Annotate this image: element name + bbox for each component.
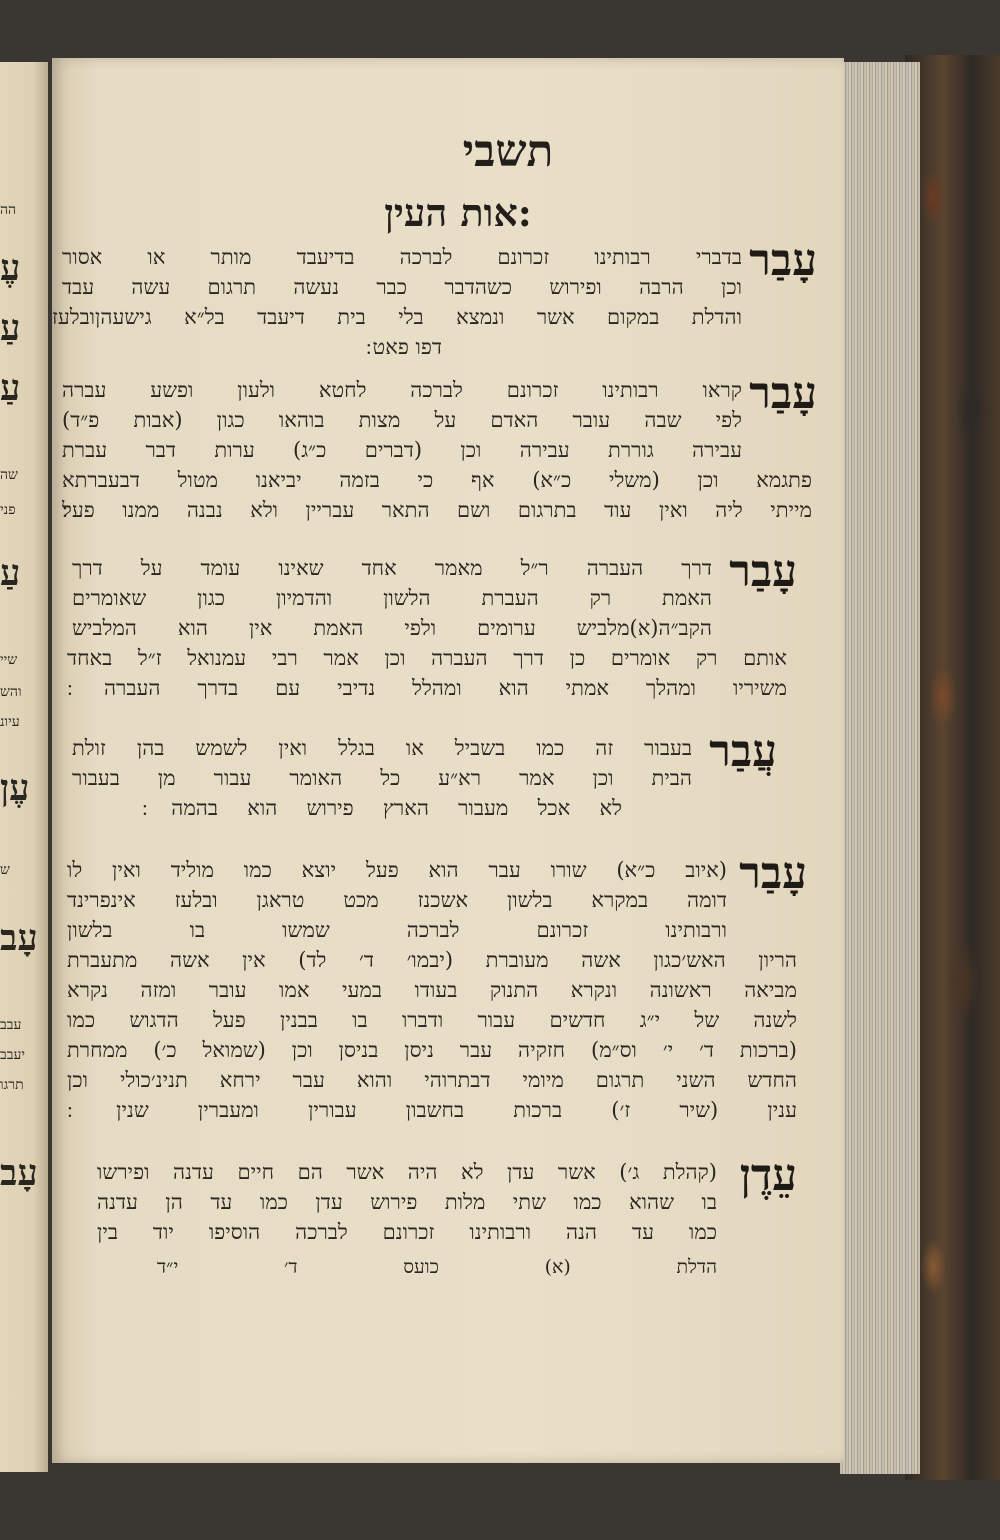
entry-line: מייתי ליה ואין עוד בתרגום ושם התאר עבריין ולא נבנה ממנו פעל׃ — [62, 498, 812, 522]
entry-line: דומה במקרא בלשון אשכנז מכט טראגן ובלעז אינפרינד — [67, 888, 727, 912]
left-fragment: הה — [0, 202, 17, 218]
left-fragment: פני — [0, 502, 16, 518]
entry-line: דרך העברה ר״ל מאמר אחד שאינו עומד על דרך — [72, 556, 712, 580]
left-fragment: תרגו — [0, 1077, 24, 1093]
entry-line: ענין (שיר ז׳) ברכות בחשבון עבורין ומעברין שנין ׃ — [67, 1098, 797, 1122]
book-page — [52, 58, 844, 1463]
entry-line: בו שהוא כמו שתי מלות פירוש עדן כמו עד הן עדנה — [97, 1190, 717, 1214]
dictionary-entry — [67, 848, 807, 1146]
entry-headword: עֵדֶן — [739, 1150, 797, 1201]
entry-line: קראו רבותינו זכרונם לברכה לחטא ולעון ופשע עברה — [62, 378, 742, 402]
entry-line: האמת רק העברת הלשון והדמיון כגון שאומרים — [72, 586, 712, 610]
entry-line: הדלת (א) כועס ד׳ י״ד — [157, 1256, 717, 1278]
dictionary-entry — [62, 368, 817, 536]
left-fragment: עֶ — [0, 247, 21, 289]
left-fragment: יעבב — [0, 1047, 26, 1063]
dictionary-entry — [67, 546, 797, 714]
left-fragment: שה — [0, 467, 18, 483]
entry-line: הריון האש׳כגון אשה מעוברת (יבמו׳ ד׳ לד) אין אשה מתעברת — [67, 948, 797, 972]
entry-line: פתגמא וכן (משלי כ״א) אף כי בזמה יביאנו מטול דבעברתא — [62, 468, 812, 492]
entry-line: בדברי רבותינו זכרונם לברכה בדיעבד מותר או אסור — [62, 245, 742, 269]
entry-line: דפו פאט ׃ — [365, 335, 442, 359]
entry-line: אותם רק אומרים כן דרך העברה וכן אמר רבי עמנואל ז״ל באחד — [67, 646, 787, 670]
entry-line: הקב״ה(א)מלביש ערומים ולפי האמת אין הוא המלביש — [72, 616, 712, 640]
left-fragment: עָב — [0, 917, 38, 959]
entry-headword: עָבַר — [739, 848, 807, 899]
dictionary-entry — [72, 726, 777, 834]
entry-line: בעבור זה כמו בשביל או בגלל ואין לשמש בהן זולת — [72, 736, 692, 760]
left-fragment: עַ — [0, 552, 21, 594]
entry-line: והדלת במקום אשר ונמצא בלי בית דיעבד בל״א גישעהןובלעז — [52, 305, 742, 329]
left-fragment: עבב — [0, 1017, 22, 1033]
entry-headword: עָבַר — [749, 235, 817, 286]
entry-line: (איוב כ״א) שורו עבר הוא פעל יוצא כמו מוליד ואין לו — [67, 858, 727, 882]
entry-line: לפי שבה עובר האדם על מצות בוהאו כגון (אבות פ״ד) — [62, 408, 742, 432]
entry-line: לא אכל מעבור הארץ פירוש הוא בהמה ׃ — [142, 796, 622, 820]
entry-headword: עָבַר — [729, 546, 797, 597]
left-fragment: עיונ — [0, 714, 20, 730]
entry-line: הבית וכן אמר רא״ע כל האומר עבור מן בעבור — [72, 766, 692, 790]
entry-line: ורבותינו זכרונם לברכה שמשו בו בלשון — [67, 918, 727, 942]
page-subtitle: אות העין: — [384, 190, 532, 235]
left-fragment: עַ — [0, 367, 21, 409]
entry-line: משיריו ומהלך אמתי הוא ומהלל נדיבי עם בדרך העברה ׃ — [67, 676, 787, 700]
entry-line: החדש השני תרגום מיומי דבתרוהי והוא עבר ירחא תנינ׳כולי וכן — [67, 1068, 797, 1092]
entry-headword: עָבַר — [749, 368, 817, 419]
left-facing-page — [0, 62, 48, 1472]
left-fragment: עֶן — [0, 767, 30, 809]
entry-headword: עֲבַר — [709, 726, 777, 777]
dictionary-entry — [52, 235, 817, 373]
left-fragment: שיי — [0, 652, 18, 668]
dictionary-entry — [97, 1150, 797, 1298]
left-fragment: ש — [0, 862, 10, 878]
entry-line: מביאה ראשונה ונקרא התנוק בעודו במעי אמו עובר ומזה נקרא — [67, 978, 797, 1002]
entry-line: וכן הרבה ופירוש כשהדבר כבר נעשה תרגום עשה עבד — [62, 275, 742, 299]
entry-line: לשנה של י״ג חדשים עבור ודברו בו בבנין פעל הדגוש כמו — [67, 1008, 797, 1032]
page-edges — [840, 62, 920, 1474]
entry-line: (קהלת ג׳) אשר עדן לא היה אשר הם חיים עדנה ופירשו — [97, 1160, 717, 1184]
left-fragment: עַ — [0, 307, 21, 349]
entry-line: (ברכות ד׳ י׳ וס״מ) חזקיה עבר ניסן בניסן וכן (שמואל כ׳) ממחרת — [67, 1038, 797, 1062]
entry-line: עבירה גוררת עבירה וכן (דברים כ״ג) ערות דבר עברת — [62, 438, 742, 462]
page-title: תשבי — [462, 126, 554, 177]
left-fragment: והש — [0, 684, 22, 700]
entry-line: כמו עד הנה ורבותינו זכרונם לברכה הוסיפו יוד בין — [97, 1220, 717, 1244]
left-fragment: עָב — [0, 1152, 38, 1194]
